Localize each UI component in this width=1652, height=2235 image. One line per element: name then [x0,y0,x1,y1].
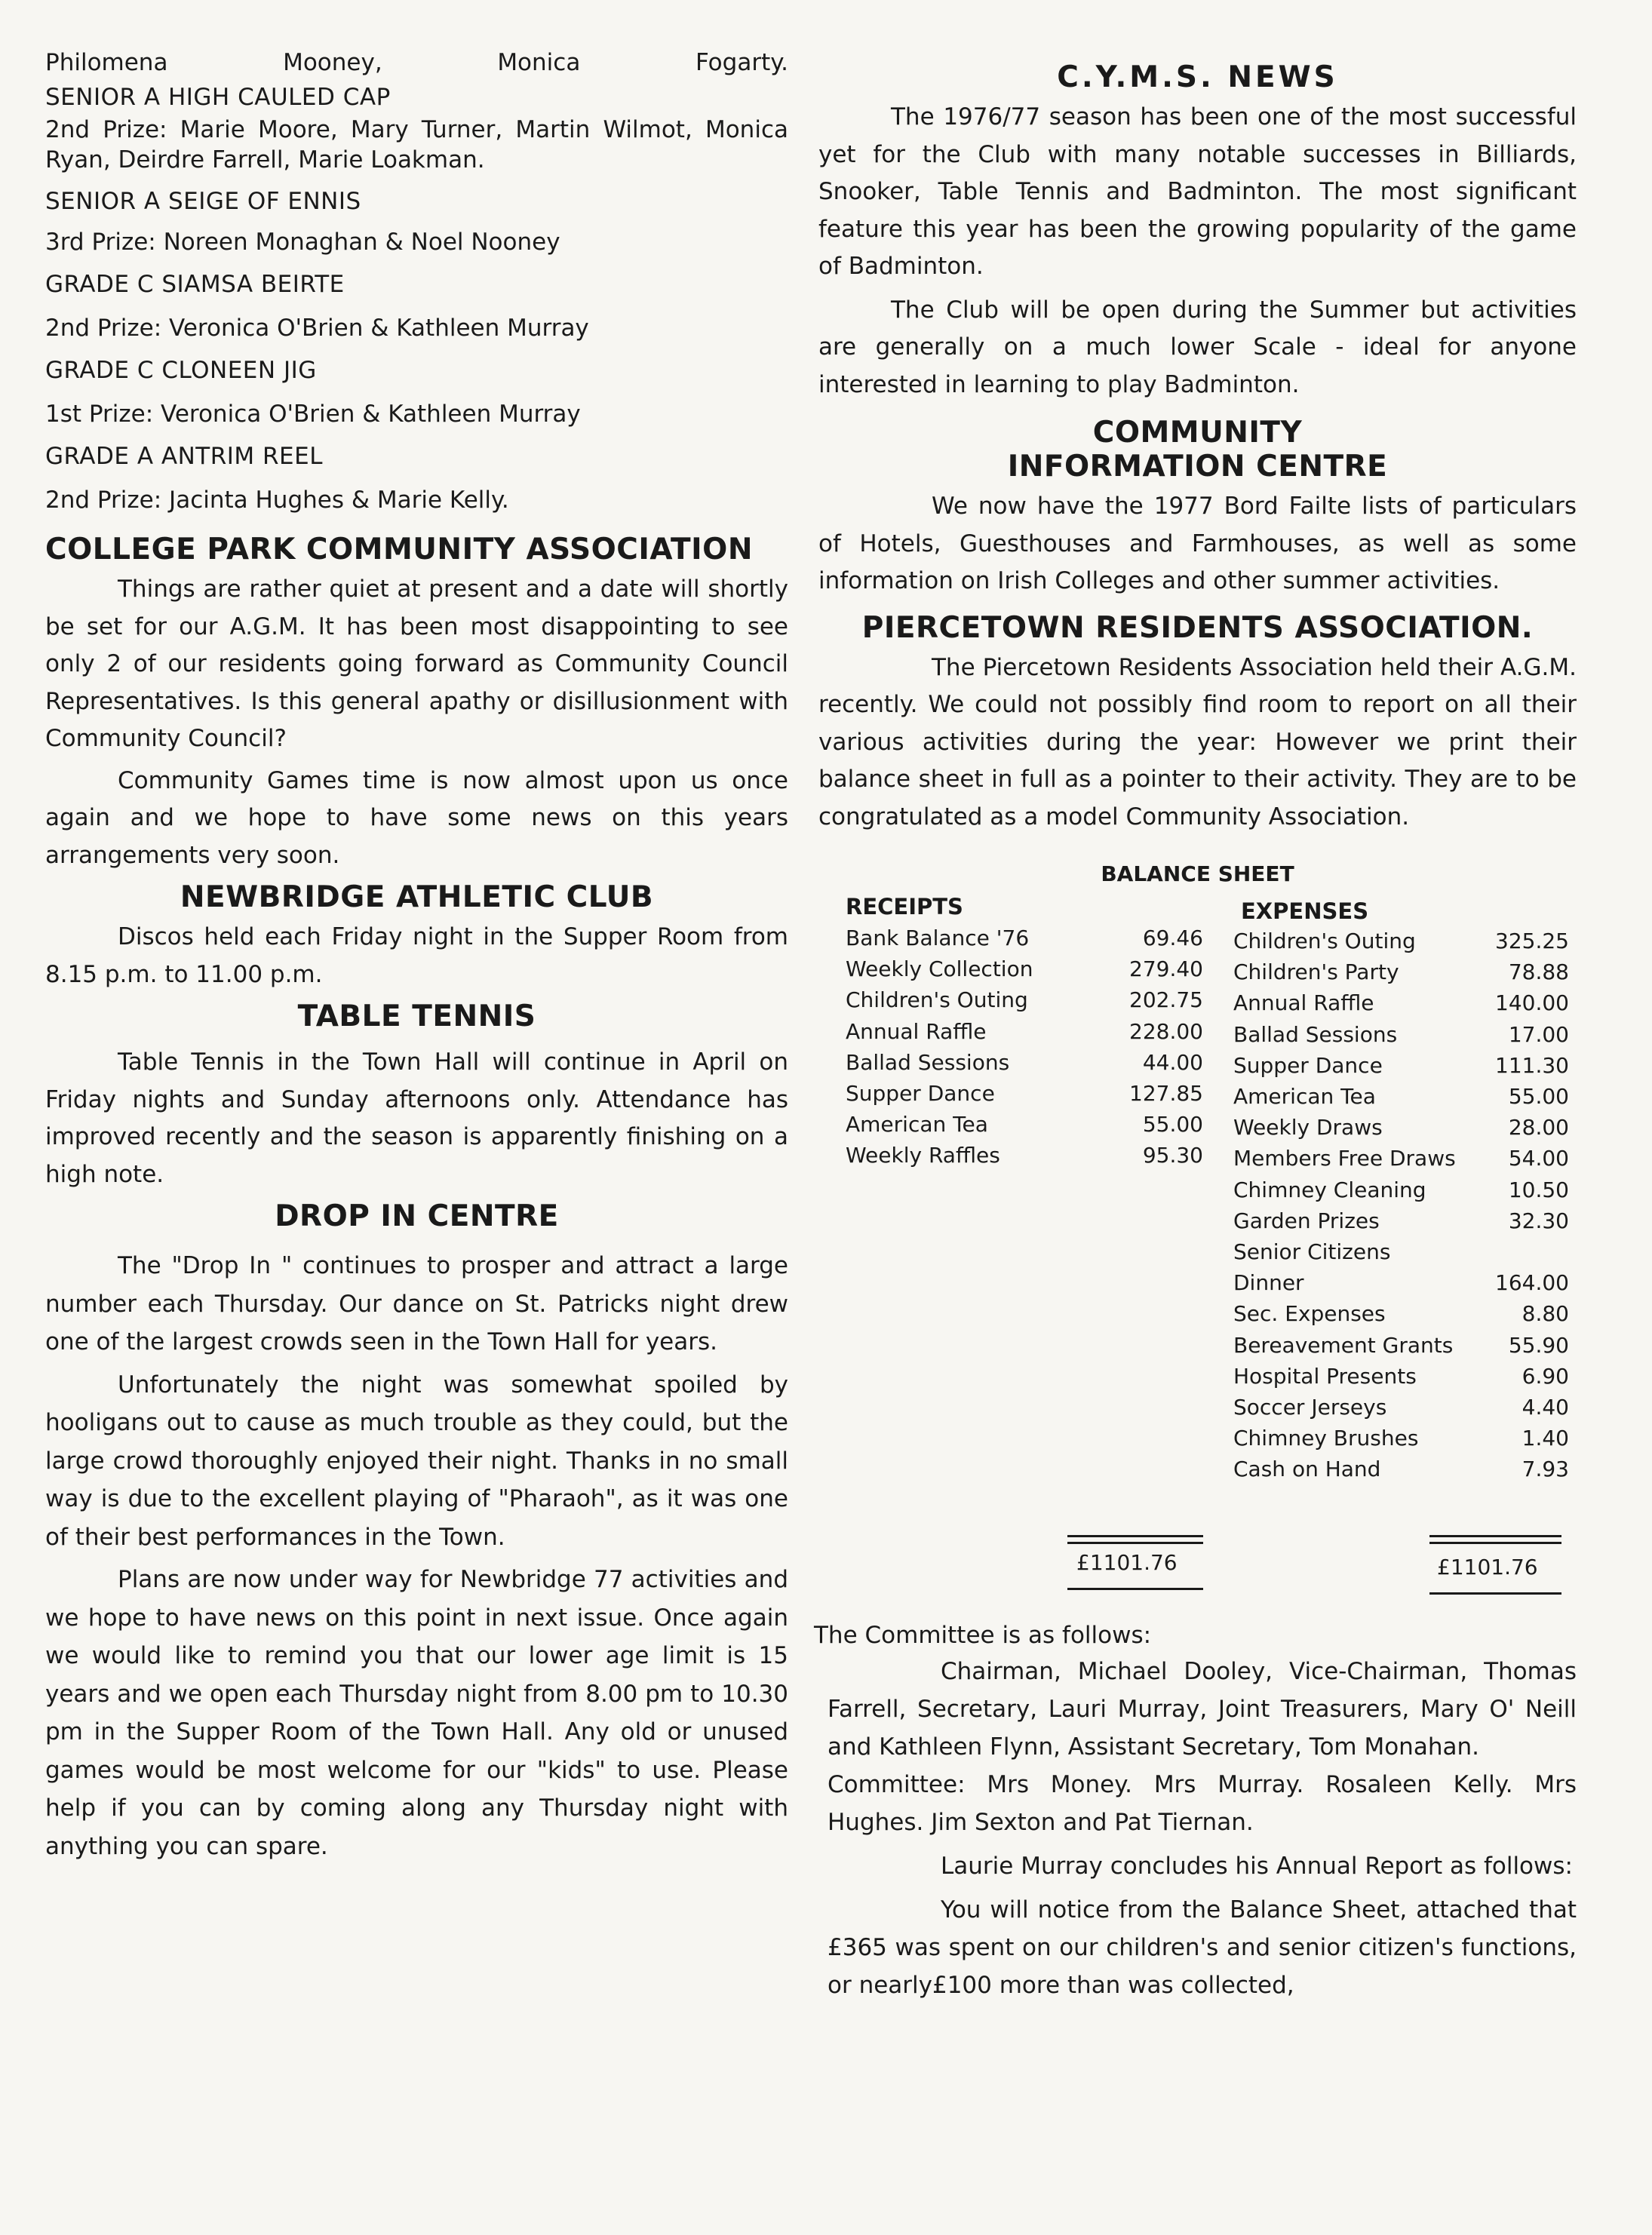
committee-intro: The Committee is as follows: [814,1622,1152,1649]
receipts-bottom-rule [1067,1588,1203,1590]
expense-item: Chimney Brushes [1233,1426,1419,1451]
drop-in-paragraph: Plans are now under way for Newbridge 77 activities and we hope to have news on this point in next issue. Once again we would like to remind you that our lower age limit is 15 years and we open each Thursday night from 8.00 pm to 10.30 pm in the Supper Room of the Town Hall. Any old or unused games would be most welcome for our "kids" to use. Please help if you can by coming along any Thursday night with anything you can spare. [45,1566,788,1860]
expense-item: Children's Outing [1233,929,1416,953]
receipt-item: Children's Outing [846,987,1028,1013]
expenses-total: £1101.76 [1437,1555,1538,1580]
intro-name: Mooney, [283,49,382,76]
expense-amount: 54.00 [1508,1146,1569,1171]
cyms-paragraph: The 1976/77 season has been one of the most successful yet for the Club with many notable successes in Billiards, Snooker, Table Tennis and Badminton. The most significant feature this year has been the growing popularity of the game of Badminton. [818,103,1577,280]
intro-name: Fogarty. [695,49,788,76]
receipts-total: £1101.76 [1076,1550,1178,1575]
expense-item: Cash on Hand [1233,1457,1381,1482]
receipt-amount: 279.40 [1129,956,1203,982]
piercetown-heading: PIERCETOWN RESIDENTS ASSOCIATION. [861,610,1534,645]
expense-amount: 4.40 [1521,1395,1569,1420]
athletic-club-paragraph: Discos held each Friday night in the Supper Room from 8.15 p.m. to 11.00 p.m. [45,923,788,988]
expense-amount: 78.88 [1508,959,1569,985]
info-centre-heading: INFORMATION CENTRE [1007,450,1388,484]
expense-item: Supper Dance [1233,1052,1383,1078]
competition-title: SENIOR A SEIGE OF ENNIS [45,188,361,215]
expense-amount: 7.93 [1521,1457,1569,1482]
receipt-amount: 127.85 [1129,1081,1203,1106]
expense-amount: 28.00 [1508,1115,1569,1141]
receipt-amount: 228.00 [1129,1018,1203,1044]
expense-item: Bereavement Grants [1233,1332,1454,1358]
expense-item: Senior Citizens [1233,1239,1391,1264]
drop-in-heading: DROP IN CENTRE [275,1199,559,1233]
drop-in-paragraph: Unfortunately the night was somewhat spoiled by hooligans out to cause as much trouble as they could, but the large crowd thoroughly enjoyed their night. Thanks in no small way is due to the excellent playing of "Pharaoh", as it was one of their best performances in the Town. [45,1371,788,1551]
expense-item: Children's Party [1233,959,1399,985]
committee-members: Committee: Mrs Money. Mrs Murray. Rosaleen Kelly. Mrs Hughes. Jim Sexton and Pat Tiernan. [828,1771,1577,1836]
receipt-item: Annual Raffle [846,1018,987,1044]
competition-title: GRADE C CLONEEN JIG [45,357,317,384]
receipt-amount: 55.00 [1142,1112,1203,1137]
expense-item: Garden Prizes [1233,1208,1380,1233]
expense-amount: 55.00 [1508,1084,1569,1109]
college-park-paragraph: Things are rather quiet at present and a date will shortly be set for our A.G.M. It has been most disappointing to see only 2 of our residents going forward as Community Council Representatives. Is this general apathy or disillusionment with Community Council? [45,576,788,752]
committee-paragraph: Chairman, Michael Dooley, Vice-Chairman, Thomas Farrell, Secretary, Lauri Murray, Joint Treasurers, Mary O' Neill and Kathleen Flynn, Assistant Secretary, Tom Monahan. [828,1658,1577,1761]
intro-names [45,45,788,80]
annual-report-paragraph: You will notice from the Balance Sheet, attached that £365 was spent on our children's and senior citizen's functions, or nearly£100 more than was collected, [828,1896,1577,1999]
expense-item: Annual Raffle [1233,990,1374,1016]
receipt-item: Weekly Raffles [846,1143,1000,1168]
expense-amount: 325.25 [1495,929,1569,953]
drop-in-paragraph: The "Drop In " continues to prosper and attract a large number each Thursday. Our dance on St. Patricks night drew one of the largest crowds seen in the Town Hall for years. [45,1252,788,1355]
info-centre-paragraph: We now have the 1977 Bord Failte lists of particulars of Hotels, Guesthouses and Farmhouses, as well as some information on Irish Colleges and other summer activities. [818,493,1577,594]
expense-amount: 8.80 [1521,1301,1569,1327]
expense-amount: 1.40 [1521,1426,1569,1451]
expense-item: American Tea [1233,1084,1376,1109]
receipt-amount: 202.75 [1129,987,1203,1013]
receipt-amount: 95.30 [1142,1143,1203,1168]
competition-title: GRADE A ANTRIM REEL [45,443,323,470]
competition-result: 1st Prize: Veronica O'Brien & Kathleen Murray [45,401,581,428]
balance-sheet-table [818,894,1577,1558]
receipt-item: American Tea [846,1112,988,1137]
balance-sheet-title: BALANCE SHEET [1101,861,1294,886]
balance-sheet-totals [818,1550,1577,1618]
competition-result: 2nd Prize: Veronica O'Brien & Kathleen Murray [45,315,589,342]
college-park-heading: COLLEGE PARK COMMUNITY ASSOCIATION [45,533,753,566]
competition-title: SENIOR A HIGH CAULED CAP [45,84,391,111]
expense-item: Weekly Draws [1233,1115,1383,1141]
receipt-item: Ballad Sessions [846,1049,1010,1075]
expense-amount: 164.00 [1495,1270,1569,1296]
cyms-paragraph: The Club will be open during the Summer but activities are generally on a much lower Scale - ideal for anyone interested in learning to play Badminton. [818,296,1577,398]
expenses-bottom-rule [1429,1592,1561,1595]
expense-item: Dinner [1233,1270,1304,1296]
expense-item: Sec. Expenses [1233,1301,1386,1327]
competition-result: 2nd Prize: Marie Moore, Mary Turner, Martin Wilmot, Monica Ryan, Deirdre Farrell, Marie Loakman. [45,116,788,173]
table-tennis-paragraph: Table Tennis in the Town Hall will continue in April on Friday nights and Sunday afternoons only. Attendance has improved recently and the season is apparently finishing on a high note. [45,1048,788,1188]
intro-name: Philomena [45,49,168,76]
receipts-total-rule [1067,1535,1203,1544]
annual-report-intro: Laurie Murray concludes his Annual Report as follows: [941,1853,1573,1880]
right-column [814,45,1577,2004]
expense-amount: 140.00 [1495,990,1569,1016]
cyms-heading: C.Y.M.S. NEWS [1057,60,1338,94]
expense-amount: 32.30 [1508,1208,1569,1233]
receipt-amount: 44.00 [1142,1049,1203,1075]
piercetown-paragraph: The Piercetown Residents Association held their A.G.M. recently. We could not possibly find room to report on all their various activities during the year: However we print their balance sheet in full as a pointer to their activity. They are to be congratulated as a model Community Association. [818,653,1577,830]
receipt-item: Bank Balance '76 [846,926,1030,950]
expenses-header: EXPENSES [1241,898,1369,924]
competition-result: 2nd Prize: Jacinta Hughes & Marie Kelly. [45,487,509,514]
expenses-total-rule [1429,1535,1561,1544]
expense-item: Ballad Sessions [1233,1021,1398,1047]
competition-result: 3rd Prize: Noreen Monaghan & Noel Nooney [45,229,560,256]
info-centre-heading: COMMUNITY [1092,416,1303,450]
table-tennis-heading: TABLE TENNIS [297,999,536,1033]
expense-amount: 55.90 [1508,1332,1569,1358]
receipt-item: Weekly Collection [846,956,1033,982]
receipts-header: RECEIPTS [846,894,963,919]
expense-item: Members Free Draws [1233,1146,1456,1171]
intro-name: Monica [497,49,581,76]
expense-item: Chimney Cleaning [1233,1177,1426,1202]
expense-amount: 6.90 [1521,1363,1569,1389]
left-column [45,45,788,1865]
expense-amount: 111.30 [1495,1052,1569,1078]
competition-title: GRADE C SIAMSA BEIRTE [45,271,345,298]
athletic-club-heading: NEWBRIDGE ATHLETIC CLUB [180,880,654,914]
college-park-paragraph: Community Games time is now almost upon us once again and we hope to have some news on this years arrangements very soon. [45,766,788,869]
expense-item: Soccer Jerseys [1233,1395,1387,1420]
expense-amount: 10.50 [1508,1177,1569,1202]
expense-item: Hospital Presents [1233,1363,1417,1389]
receipt-amount: 69.46 [1142,926,1203,950]
expense-amount: 17.00 [1508,1021,1569,1047]
receipt-item: Supper Dance [846,1081,995,1106]
